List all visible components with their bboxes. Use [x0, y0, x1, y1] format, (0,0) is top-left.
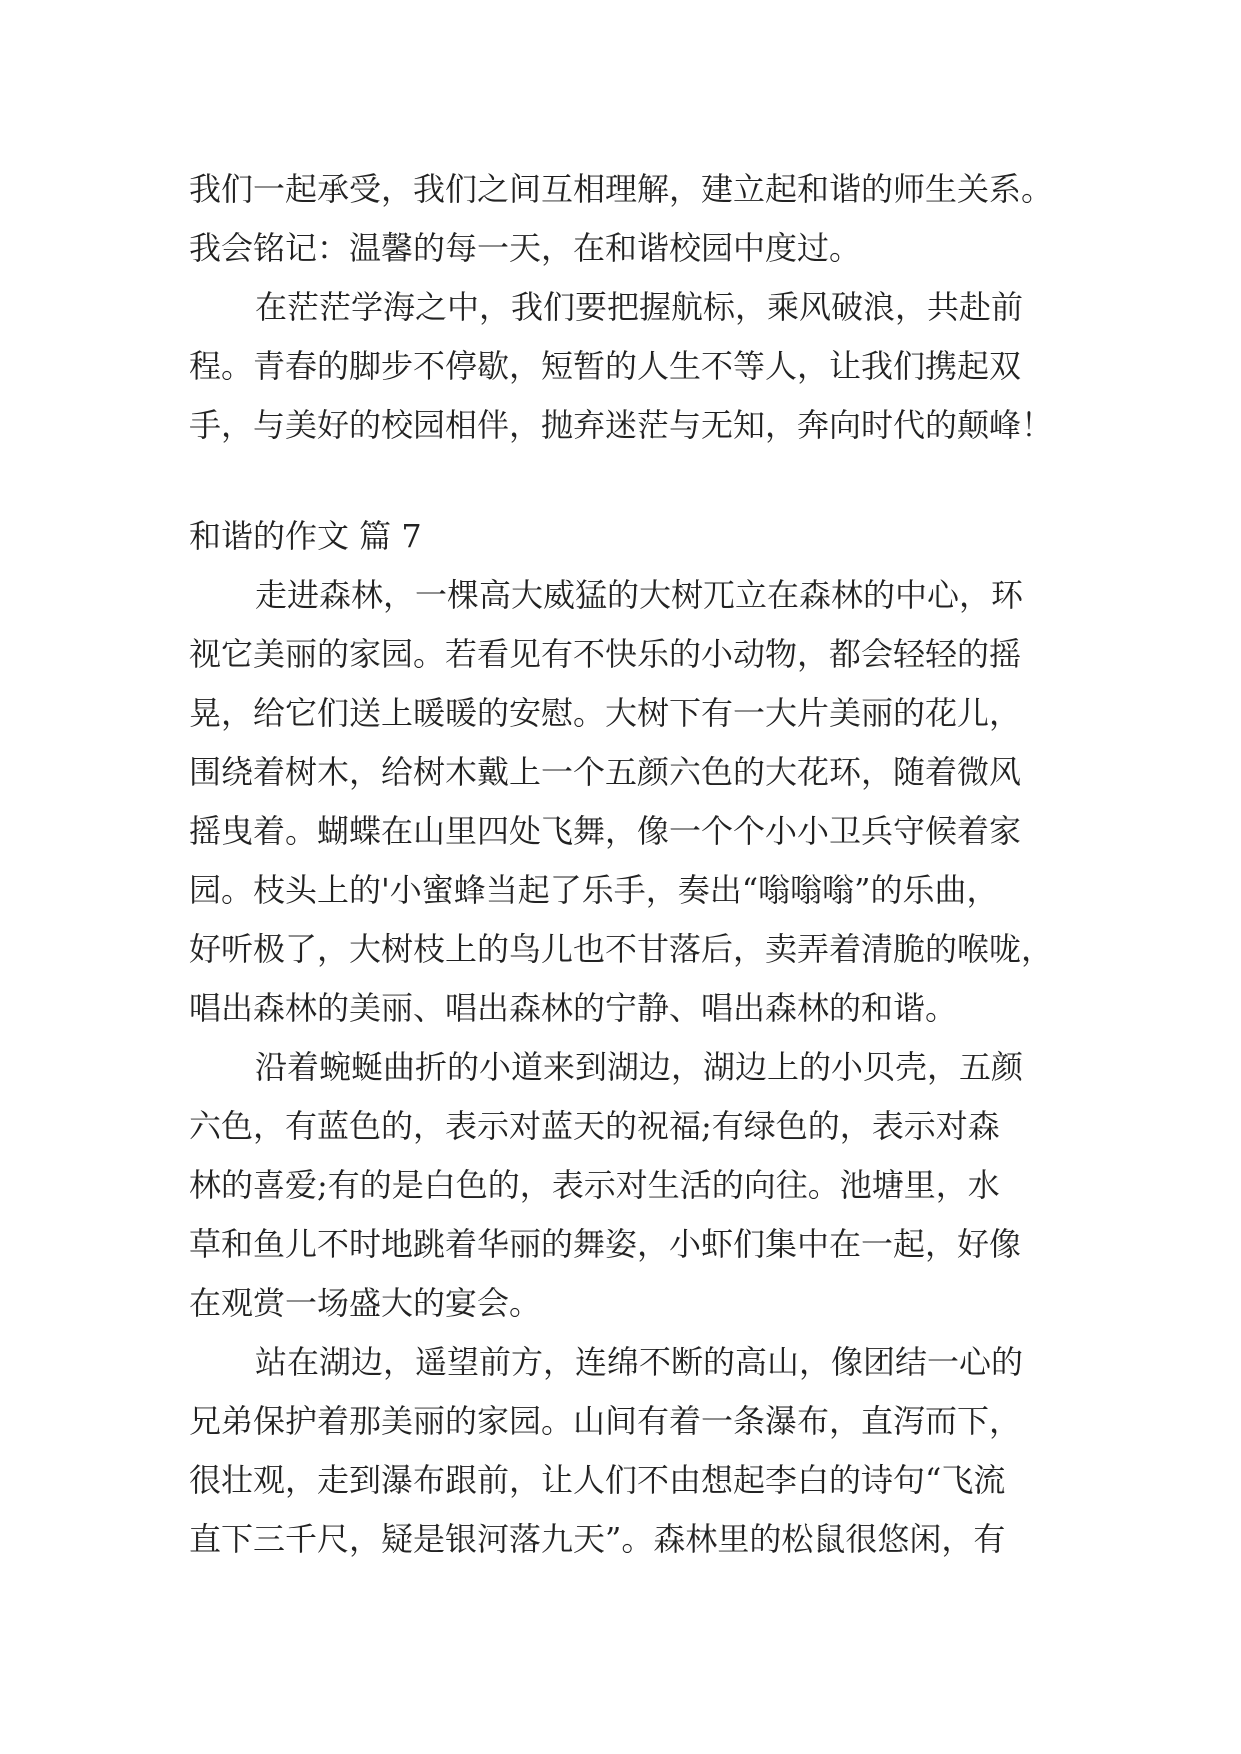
text-line: 我会铭记：温馨的每一天，在和谐校园中度过。 — [189, 229, 862, 267]
paragraph — [189, 1333, 1069, 1569]
text-line: 沿着蜿蜒曲折的小道来到湖边，湖边上的小贝壳，五颜 — [255, 1048, 1024, 1086]
text-line: 很壮观，走到瀑布跟前，让人们不由想起李白的诗句“飞流 — [189, 1461, 1006, 1499]
text-line: 晃，给它们送上暖暖的安慰。大树下有一大片美丽的花儿， — [189, 694, 1022, 732]
paragraph — [189, 278, 1069, 455]
text-line: 摇曳着。蝴蝶在山里四处飞舞，像一个个小小卫兵守候着家 — [189, 812, 1022, 850]
text-line: 视它美丽的家园。若看见有不快乐的小动物，都会轻轻的摇 — [189, 635, 1022, 673]
text-line: 唱出森林的美丽、唱出森林的宁静、唱出森林的和谐。 — [189, 989, 958, 1027]
text-line: 兄弟保护着那美丽的家园。山间有着一条瀑布，直泻而下， — [189, 1402, 1022, 1440]
text-line: 程。青春的脚步不停歇，短暂的人生不等人，让我们携起双 — [189, 347, 1022, 385]
text-line: 园。枝头上的'小蜜蜂当起了乐手，奏出“嗡嗡嗡”的乐曲， — [189, 871, 999, 909]
text-line: 在观赏一场盛大的宴会。 — [189, 1284, 542, 1322]
text-line: 手，与美好的校园相伴，抛弃迷茫与无知，奔向时代的颠峰！ — [189, 406, 1054, 444]
paragraph — [189, 1038, 1069, 1333]
text-line: 林的喜爱;有的是白色的，表示对生活的向往。池塘里，水 — [189, 1166, 1000, 1204]
text-line: 围绕着树木，给树木戴上一个五颜六色的大花环，随着微风 — [189, 753, 1022, 791]
text-line: 站在湖边，遥望前方，连绵不断的高山，像团结一心的 — [255, 1343, 1024, 1381]
text-line: 好听极了，大树枝上的鸟儿也不甘落后，卖弄着清脆的喉咙， — [189, 930, 1054, 968]
text-line: 直下三千尺，疑是银河落九天”。森林里的松鼠很悠闲，有 — [189, 1520, 1006, 1558]
text-line: 走进森林，一棵高大威猛的大树兀立在森林的中心，环 — [255, 576, 1024, 614]
text-line: 在茫茫学海之中，我们要把握航标，乘风破浪，共赴前 — [255, 288, 1024, 326]
text-line: 我们一起承受，我们之间互相理解，建立起和谐的师生关系。 — [189, 170, 1054, 208]
text-line: 草和鱼儿不时地跳着华丽的舞姿，小虾们集中在一起，好像 — [189, 1225, 1022, 1263]
document-body — [189, 160, 1069, 1569]
section-heading: 和谐的作文 篇 7 — [189, 517, 422, 555]
paragraph — [189, 566, 1069, 1038]
text-line: 六色，有蓝色的，表示对蓝天的祝福;有绿色的，表示对森 — [189, 1107, 1000, 1145]
